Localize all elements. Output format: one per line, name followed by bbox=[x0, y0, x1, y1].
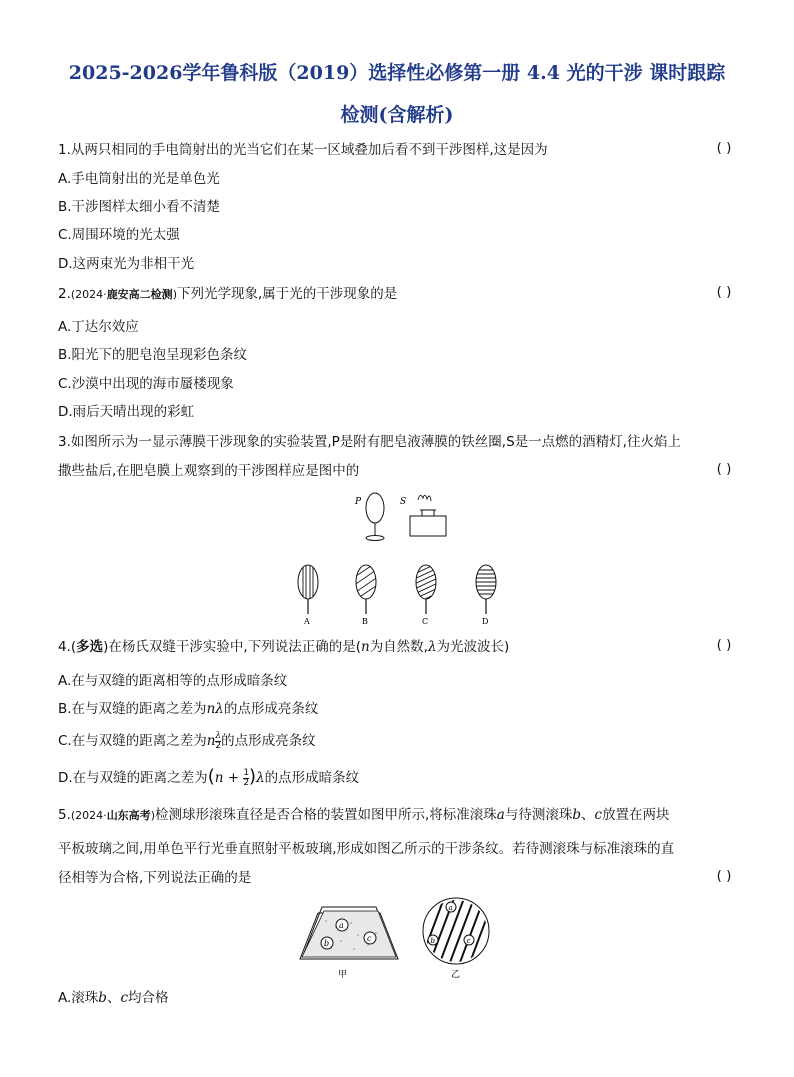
q5-stem-line2: 平板玻璃之间,用单色平行光垂直照射平板玻璃,形成如图乙所示的干涉条纹。若待测滚珠与标准滚珠的直 bbox=[58, 841, 675, 857]
ball-label-a: a bbox=[339, 921, 344, 930]
pattern-d bbox=[474, 565, 498, 614]
q5-stem-line3: 径相等为合格,下列说法正确的是 bbox=[58, 870, 252, 886]
q2-stem: 下列光学现象,属于光的干涉现象的是 bbox=[176, 286, 398, 302]
q5-option-a-var-b: b bbox=[98, 990, 107, 1006]
pattern-a bbox=[298, 560, 318, 614]
q4-stem-mid: 为自然数, bbox=[369, 639, 428, 655]
q2-option-b: B.阳光下的肥皂泡呈现彩色条纹 bbox=[58, 347, 248, 363]
q1-option-b: B.干涉图样太细小看不清楚 bbox=[58, 199, 221, 215]
page-title-line1: 2025-2026学年鲁科版（2019）选择性必修第一册 4.4 光的干涉 课时跟踪 bbox=[68, 62, 726, 84]
q5-stem-part2: 与待测滚珠 bbox=[504, 807, 573, 823]
q4-option-d-pre: D.在与双缝的距离之差为 bbox=[58, 770, 208, 786]
q4-option-d bbox=[58, 767, 738, 788]
q2-stem-line bbox=[58, 284, 738, 305]
q3-figure bbox=[290, 490, 510, 628]
label-s: S bbox=[400, 497, 407, 507]
q4-option-d-open-paren: ( bbox=[207, 766, 215, 787]
q4-var-lambda: λ bbox=[427, 639, 437, 655]
q5-source-name: 山东高考 bbox=[106, 809, 151, 822]
q5-stem-part3: 放置在两块 bbox=[602, 807, 670, 823]
ball-label-c: c bbox=[367, 934, 372, 943]
q5-var-c: c bbox=[594, 807, 603, 823]
q5-number: 5. bbox=[58, 807, 71, 823]
pattern-b bbox=[350, 560, 382, 614]
q4-option-c bbox=[58, 731, 738, 751]
q2-source-year: (2024· bbox=[70, 288, 107, 301]
q2-source-close: ) bbox=[172, 288, 177, 301]
q5-answer-paren: ( ) bbox=[716, 868, 732, 884]
q4-stem-pre: )在杨氏双缝干涉实验中,下列说法正确的是( bbox=[103, 639, 361, 655]
q4-option-b bbox=[58, 699, 738, 719]
q4-option-b-math: nλ bbox=[206, 701, 224, 717]
q5-option-a-pre: A.滚珠 bbox=[58, 990, 99, 1006]
q4-option-d-lambda: λ bbox=[256, 770, 265, 786]
option-label-d: D bbox=[482, 617, 489, 626]
option-label-c: C bbox=[422, 617, 429, 626]
q5-separator: 、 bbox=[581, 807, 595, 823]
fraction-numerator: λ bbox=[215, 730, 222, 741]
q2-option-d: D.雨后天晴出现的彩虹 bbox=[58, 404, 195, 420]
soap-film-ring-p bbox=[366, 493, 384, 541]
q5-option-a-sep: 、 bbox=[106, 990, 121, 1006]
q4-option-d-close-paren: ) bbox=[249, 766, 257, 787]
q4-option-c-n: n bbox=[206, 733, 216, 749]
q4-answer-paren: ( ) bbox=[716, 637, 732, 653]
fraction-denominator: 2 bbox=[215, 740, 222, 751]
q4-option-d-n: n + bbox=[214, 770, 244, 786]
figure-label-yi: 乙 bbox=[451, 970, 461, 980]
q2-option-a: A.丁达尔效应 bbox=[58, 319, 139, 335]
q3-stem-line2: 撒些盐后,在肥皂膜上观察到的干涉图样应是图中的 bbox=[58, 463, 360, 479]
q1-option-d: D.这两束光为非相干光 bbox=[58, 256, 195, 272]
fringe-ball-b: b bbox=[430, 937, 435, 945]
alcohol-lamp-s bbox=[410, 495, 446, 536]
q1-option-c: C.周围环境的光太强 bbox=[58, 227, 180, 243]
q4-multi-tag: 多选 bbox=[76, 639, 104, 655]
q5-option-a-var-c: c bbox=[120, 990, 129, 1006]
q5-stem-line1 bbox=[58, 805, 738, 826]
q4-option-b-post: 的点形成亮条纹 bbox=[223, 701, 319, 717]
figure-label-jia: 甲 bbox=[338, 970, 348, 980]
q2-option-c: C.沙漠中出现的海市蜃楼现象 bbox=[58, 376, 234, 392]
fraction-denominator: 2 bbox=[243, 777, 250, 788]
label-p: P bbox=[355, 497, 362, 507]
interference-pattern-yi bbox=[416, 893, 496, 973]
q3-stem-line1: 3.如图所示为一显示薄膜干涉现象的实验装置,P是附有肥皂液薄膜的铁丝圈,S是一点燃的酒精灯,往火焰上 bbox=[58, 434, 681, 450]
q5-var-b: b bbox=[572, 807, 581, 823]
q5-stem-part1: 检测球形滚珠直径是否合格的装置如图甲所示,将标准滚珠 bbox=[154, 807, 497, 823]
q5-figure bbox=[296, 893, 496, 985]
q4-option-a: A.在与双缝的距离相等的点形成暗条纹 bbox=[58, 673, 288, 689]
q4-stem-end: 为光波波长) bbox=[436, 639, 510, 655]
option-label-b: B bbox=[362, 617, 368, 626]
ball-label-b: b bbox=[324, 939, 330, 948]
q1-option-a: A.手电筒射出的光是单色光 bbox=[58, 171, 220, 187]
q5-option-a bbox=[58, 988, 738, 1008]
q4-number: 4.( bbox=[58, 639, 77, 655]
q4-option-d-post: 的点形成暗条纹 bbox=[264, 770, 360, 786]
q1-answer-paren: ( ) bbox=[716, 140, 732, 156]
q4-option-c-post: 的点形成亮条纹 bbox=[221, 733, 316, 749]
q4-option-b-pre: B.在与双缝的距离之差为 bbox=[58, 701, 207, 717]
q5-var-a: a bbox=[496, 807, 505, 823]
q4-var-n: n bbox=[360, 639, 370, 655]
q5-option-a-post: 均合格 bbox=[128, 990, 169, 1006]
q2-answer-paren: ( ) bbox=[716, 284, 732, 300]
q2-source-name: 鹿安高二检测 bbox=[106, 288, 173, 301]
q4-stem-line bbox=[58, 637, 738, 657]
option-label-a: A bbox=[304, 617, 310, 626]
pattern-c bbox=[410, 562, 440, 614]
q4-option-c-pre: C.在与双缝的距离之差为 bbox=[58, 733, 207, 749]
page-title-line2: 检测(含解析) bbox=[340, 104, 454, 126]
fringe-ball-a: a bbox=[448, 904, 453, 912]
q3-answer-paren: ( ) bbox=[716, 461, 732, 477]
q1-stem: 1.从两只相同的手电筒射出的光当它们在某一区域叠加后看不到干涉图样,这是因为 bbox=[58, 142, 548, 158]
q5-source-close: ) bbox=[150, 809, 155, 822]
q5-source-year: (2024· bbox=[70, 809, 107, 822]
q2-number: 2. bbox=[58, 286, 71, 302]
glass-plates-jia bbox=[300, 907, 398, 959]
fraction-numerator: 1 bbox=[243, 767, 250, 778]
fringe-ball-c: c bbox=[466, 937, 471, 945]
